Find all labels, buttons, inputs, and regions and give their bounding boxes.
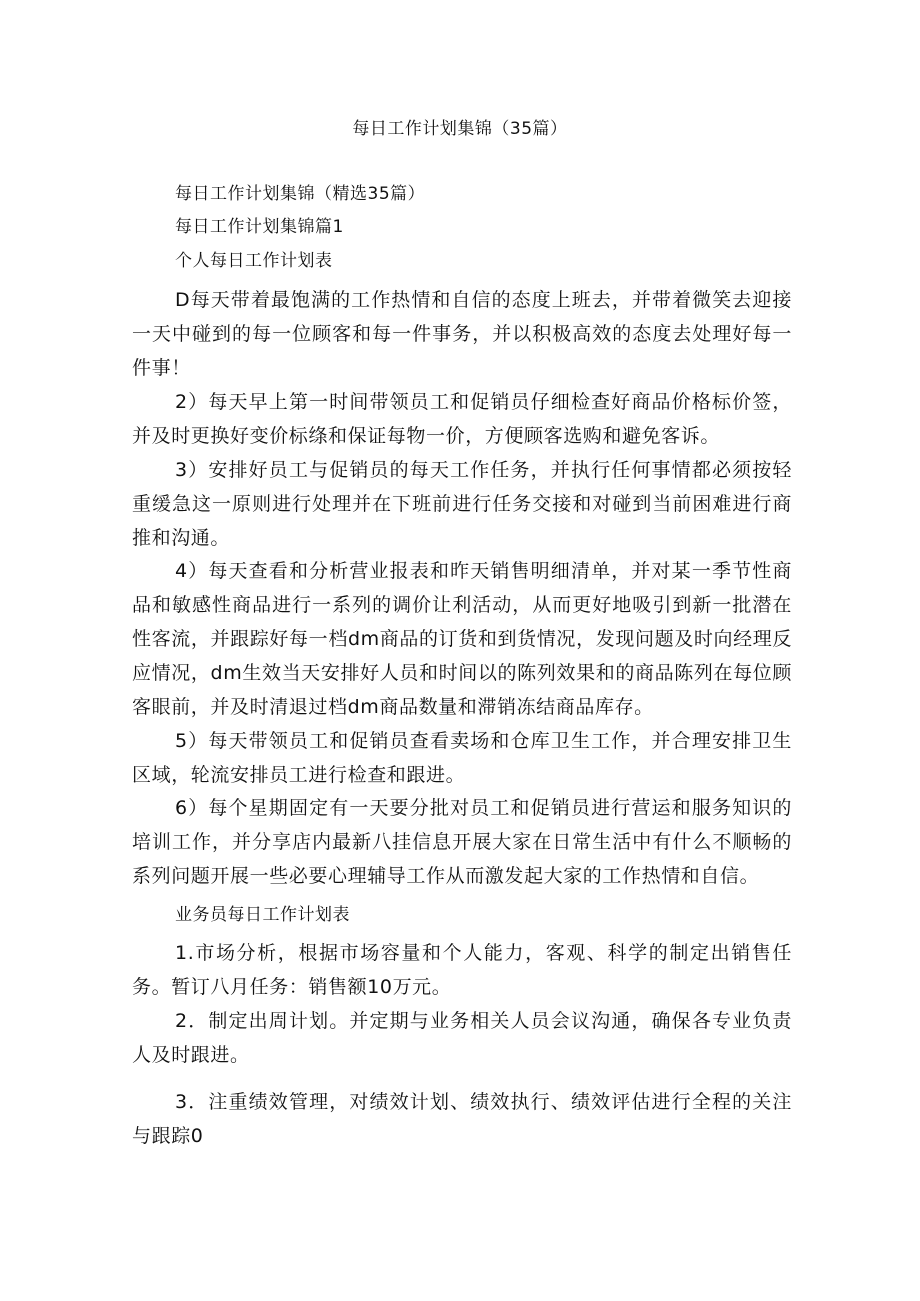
paragraph-personal-5: 5）每天带领员工和促销员查看卖场和仓库卫生工作，并合理安排卫生区域，轮流安排员工进行检查和跟进。	[132, 730, 792, 786]
subsection-heading-sales: 业务员每日工作计划表	[175, 905, 350, 925]
paragraph-sales-1: 1.市场分析，根据市场容量和个人能力，客观、科学的制定出销售任务。暂订八月任务：销售额10万元。	[132, 942, 792, 998]
paragraph-sales-3: 3．注重绩效管理，对绩效计划、绩效执行、绩效评估进行全程的关注与跟踪0	[132, 1091, 792, 1147]
paragraph-personal-1: D每天带着最饱满的工作热情和自信的态度上班去，并带着微笑去迎接一天中碰到的每一位顾客和每一件事务，并以积极高效的态度去处理好每一件事！	[132, 289, 792, 379]
subsection-heading-personal: 个人每日工作计划表	[175, 251, 333, 271]
paragraph-personal-6: 6）每个星期固定有一天要分批对员工和促销员进行营运和服务知识的培训工作，并分享店内最新八挂信息开展大家在日常生活中有什么不顺畅的系列问题开展一些必要心理辅导工作从而激发起大家的工作热情和自信。	[132, 797, 792, 887]
paragraph-sales-2: 2．制定出周计划。并定期与业务相关人员会议沟通，确保各专业负责人及时跟进。	[132, 1010, 792, 1066]
document-title: 每日工作计划集锦（35篇）	[352, 119, 568, 139]
paragraph-personal-2: 2）每天早上第一时间带领员工和促销员仔细检查好商品价格标价签，并及时更换好变价标绦和保证每物一价，方便顾客选购和避免客诉。	[132, 391, 792, 447]
document-subtitle: 每日工作计划集锦（精选35篇）	[175, 184, 426, 204]
section-heading: 每日工作计划集锦篇1	[175, 217, 344, 237]
paragraph-personal-3: 3）安排好员工与促销员的每天工作任务，并执行任何事情都必须按轻重缓急这一原则进行处理并在下班前进行任务交接和对碰到当前困难进行商推和沟通。	[132, 459, 792, 549]
paragraph-personal-4: 4）每天查看和分析营业报表和昨天销售明细清单，并对某一季节性商品和敏感性商品进行一系列的调价让利活动，从而更好地吸引到新一批潜在性客流，并跟踪好每一档dm商品的订货和到货情况，发现问题及时向经理反应情况，dm生效当天安排好人员和时间以的陈列效果和的商品陈列在每位顾客眼前，并及时清退过档dm商品数量和滞销冻结商品库存。	[132, 560, 792, 718]
